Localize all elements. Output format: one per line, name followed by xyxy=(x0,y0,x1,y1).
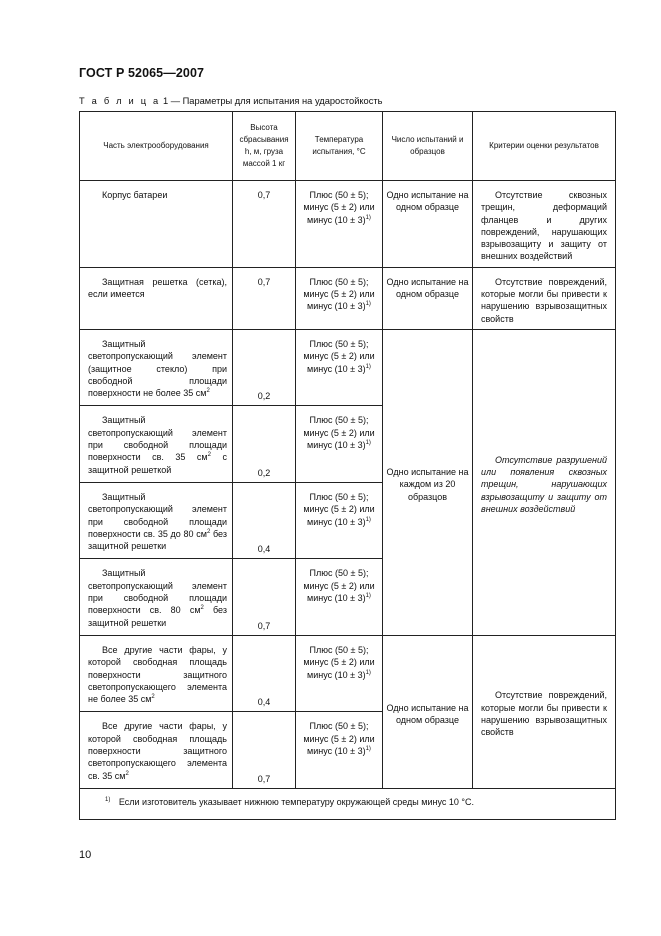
table-header-row xyxy=(80,112,616,181)
temperature-cell: Плюс (50 ± 5); минус (5 ± 2) или минус $(10 \pm 3)^{1)}$ xyxy=(296,329,383,405)
test-count-cell: Одно испытание на каждом из 20 образцов xyxy=(383,329,473,635)
table-row xyxy=(80,181,616,268)
table-row xyxy=(80,635,616,711)
table-row xyxy=(80,267,616,329)
footnote-row xyxy=(80,788,616,819)
part-cell: Все другие части фары, у которой свободная площадь поверхности защитного светопропускающего элемента не более 35 $см^2$ xyxy=(80,635,233,711)
test-count-cell: Одно испытание на одном образце xyxy=(383,267,473,329)
table-caption-label: Т а б л и ц а xyxy=(79,96,161,106)
footnote-mark: 1) xyxy=(105,796,111,803)
temperature-cell: Плюс (50 ± 5); минус (5 ± 2) или минус $(10 \pm 3)^{1)}$ xyxy=(296,406,383,482)
header-criteria: Критерии оценки результатов xyxy=(473,112,616,181)
part-cell: Защитный светопропускающий элемент при свободной площади поверхности св. 35 до 80 $см^2$ без защитной решетки xyxy=(80,482,233,558)
header-test-count: Число испытаний и образцов xyxy=(383,112,473,181)
table-caption xyxy=(79,96,382,106)
criteria-cell: Отсутствие разрушений или появления сквозных трещин, нарушающих взрывозащиту и защиту от внешних воздействий xyxy=(473,329,616,635)
temperature-cell: Плюс (50 ± 5); минус (5 ± 2) или минус $(10 \pm 3)^{1)}$ xyxy=(296,482,383,558)
height-cell: 0,7 xyxy=(233,181,296,268)
temperature-cell: Плюс (50 ± 5); минус (5 ± 2) или минус $(10 \pm 3)^{1)}$ xyxy=(296,559,383,635)
footnote-cell xyxy=(80,788,616,819)
height-cell: 0,7 xyxy=(233,712,296,788)
part-cell: Все другие части фары, у которой свободная площадь поверхности защитного светопропускающего элемента св. 35 $см^2$ xyxy=(80,712,233,788)
header-temperature: Температура испытания, °С xyxy=(296,112,383,181)
temperature-cell: Плюс (50 ± 5); минус (5 ± 2) или минус $(10 \pm 3)^{1)}$ xyxy=(296,635,383,711)
height-cell: 0,2 xyxy=(233,329,296,405)
table-caption-text: 1 — Параметры для испытания на ударостойкость xyxy=(162,96,383,106)
header-height: Высота сбрасывания h, м, груза массой 1 кг xyxy=(233,112,296,181)
criteria-cell: Отсутствие повреждений, которые могли бы привести к нарушению взрывозащитных свойств xyxy=(473,267,616,329)
part-cell: Защитный светопропускающий элемент при свободной площади поверхности св. 35 $см^2$ с защитной решеткой xyxy=(80,406,233,482)
header-part: Часть электрооборудования xyxy=(80,112,233,181)
height-cell: 0,4 xyxy=(233,482,296,558)
temperature-cell: Плюс (50 ± 5); минус (5 ± 2) или минус $(10 \pm 3)^{1)}$ xyxy=(296,181,383,268)
part-cell: Защитный светопропускающий элемент (защитное стекло) при свободной площади поверхности не более 35 $см^2$ xyxy=(80,329,233,405)
part-cell: Корпус батареи xyxy=(80,181,233,268)
height-cell: 0,7 xyxy=(233,267,296,329)
temperature-cell: Плюс (50 ± 5); минус (5 ± 2) или минус $(10 \pm 3)^{1)}$ xyxy=(296,712,383,788)
criteria-cell: Отсутствие повреждений, которые могли бы привести к нарушению взрывозащитных свойств xyxy=(473,635,616,788)
test-count-cell: Одно испытание на одном образце xyxy=(383,181,473,268)
parameters-table xyxy=(79,111,616,820)
temperature-cell: Плюс (50 ± 5); минус (5 ± 2) или минус $(10 \pm 3)^{1)}$ xyxy=(296,267,383,329)
test-count-cell: Одно испытание на одном образце xyxy=(383,635,473,788)
criteria-cell: Отсутствие сквозных трещин, деформаций фланцев и других повреждений, нарушающих взрывозащиту и защиту от внешних воздействий xyxy=(473,181,616,268)
height-cell: 0,2 xyxy=(233,406,296,482)
document-title: ГОСТ Р 52065—2007 xyxy=(79,66,205,80)
table-row xyxy=(80,329,616,405)
part-cell: Защитная решетка (сетка), если имеется xyxy=(80,267,233,329)
footnote-text: Если изготовитель указывает нижнюю температуру окружающей среды минус 10 °С. xyxy=(118,796,474,807)
page-number: 10 xyxy=(79,849,92,861)
height-cell: 0,4 xyxy=(233,635,296,711)
height-cell: 0,7 xyxy=(233,559,296,635)
part-cell: Защитный светопропускающий элемент при свободной площади поверхности св. 80 $см^2$ без защитной решетки xyxy=(80,559,233,635)
